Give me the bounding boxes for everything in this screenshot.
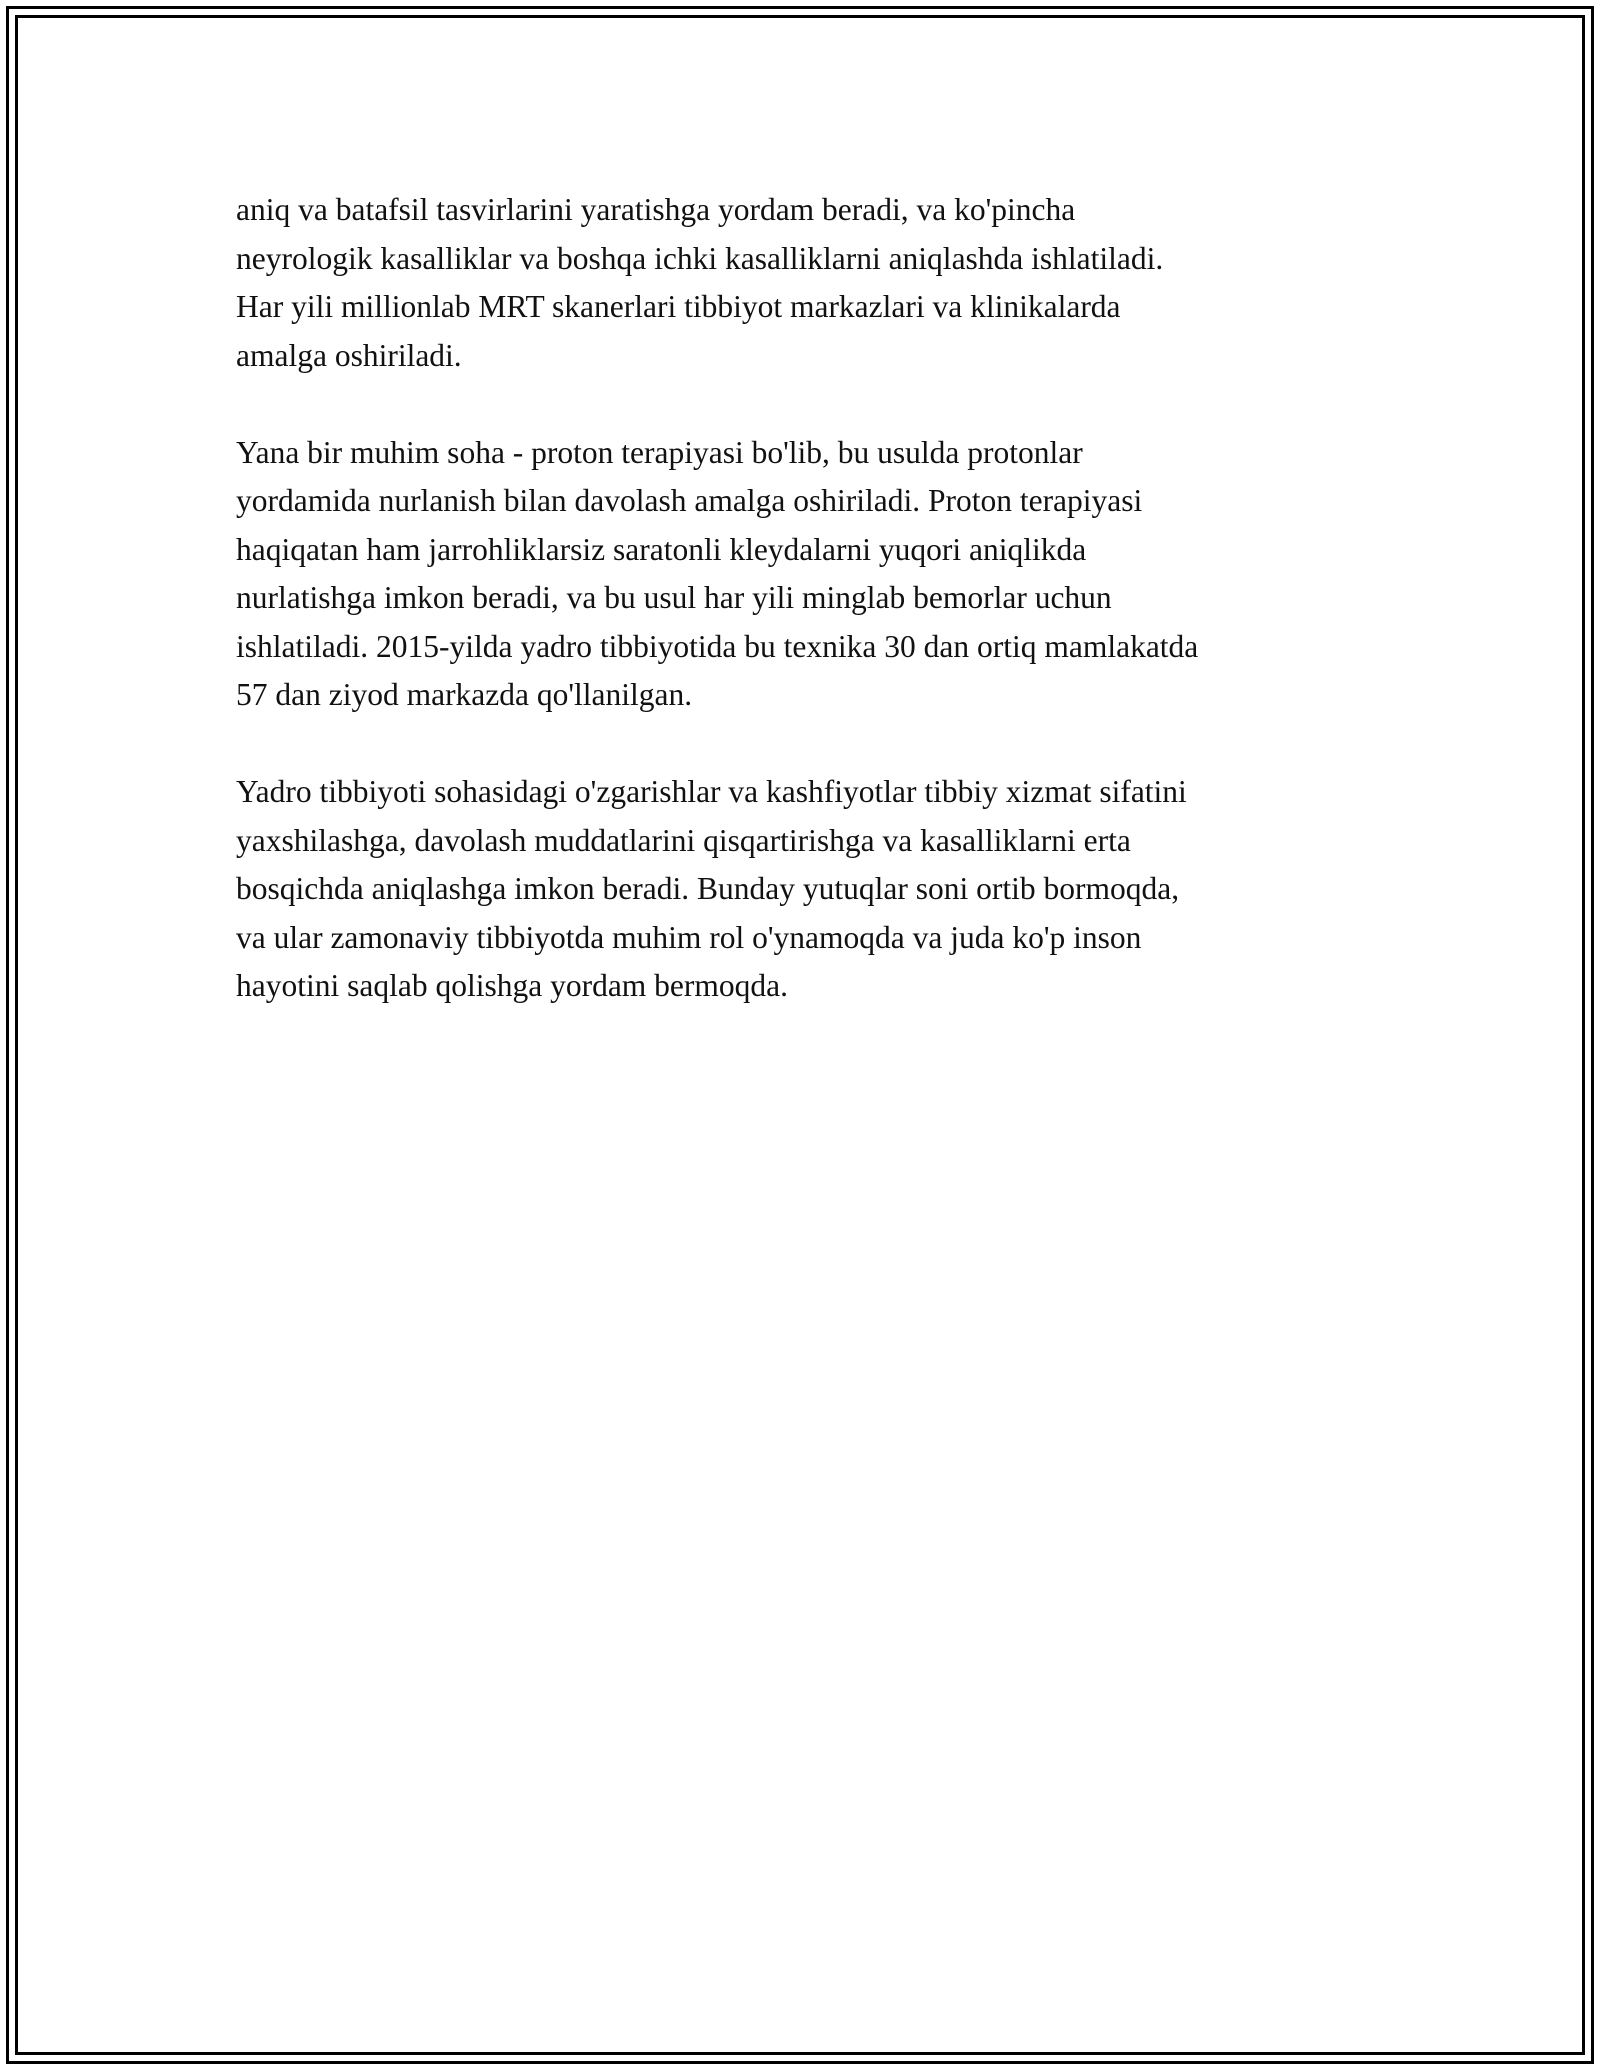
document-body — [236, 186, 1376, 1059]
paragraph-2: Yana bir muhim soha - proton terapiyasi bo'lib, bu usulda protonlar yordamida nurlanish bilan davolash amalga oshiriladi. Proton terapiyasi haqiqatan ham jarrohliklarsiz saratonli kleydalarni yuqori aniqlikda nurlatishga imkon beradi, va bu usul har yili minglab bemorlar uchun ishlatiladi. 2015-yilda yadro tibbiyotida bu texnika 30 dan ortiq mamlakatda 57 dan ziyod markazda qo'llanilgan. — [236, 434, 1199, 712]
paragraph-3: Yadro tibbiyoti sohasidagi o'zgarishlar va kashfiyotlar tibbiy xizmat sifatini yaxshilashga, davolash muddatlarini qisqartirishga va kasalliklarni erta bosqichda aniqlashga imkon beradi. Bunday yutuqlar soni ortib bormoqda, va ular zamonaviy tibbiyotda muhim rol o'ynamoqda va juda ko'p inson hayotini saqlab qolishga yordam bermoqda. — [236, 774, 1187, 1003]
paragraph-1: aniq va batafsil tasvirlarini yaratishga yordam beradi, va ko'pincha neyrologik kasalliklar va boshqa ichki kasalliklarni aniqlashda ishlatiladi. Har yili millionlab MRT skanerlari tibbiyot markazlari va klinikalarda amalga oshiriladi. — [236, 192, 1164, 373]
